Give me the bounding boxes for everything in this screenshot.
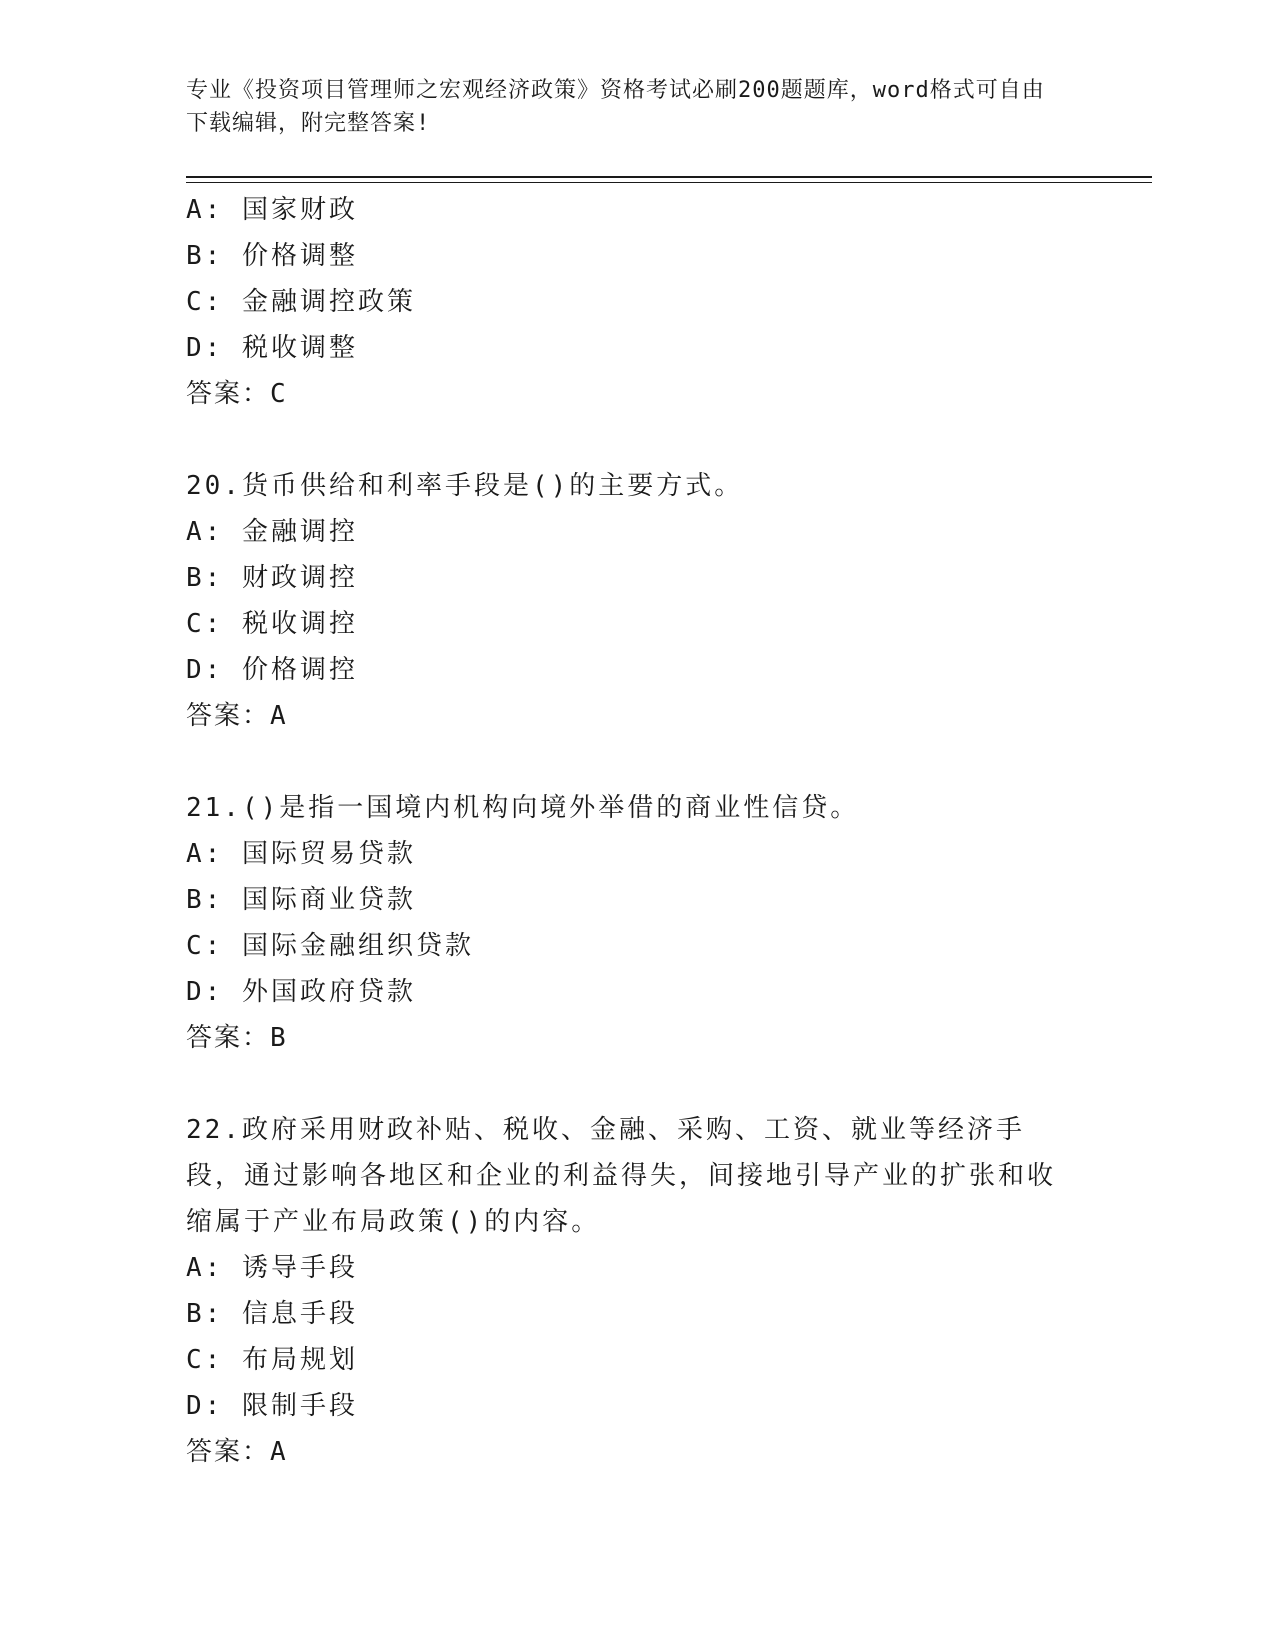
header-rule-thin (186, 182, 1152, 183)
question-block-20 (186, 463, 1066, 739)
option-a: A: 国家财政 (186, 195, 358, 225)
option-d: D: 外国政府贷款 (186, 977, 416, 1007)
option-a: A: 金融调控 (186, 517, 358, 547)
option-d: D: 价格调控 (186, 655, 358, 685)
option-b: B: 财政调控 (186, 563, 358, 593)
header-rule-thick (186, 176, 1152, 178)
option-d: D: 税收调整 (186, 333, 358, 363)
question-list (186, 187, 1066, 1475)
question-block-22 (186, 1107, 1066, 1475)
option-c: C: 布局规划 (186, 1345, 358, 1375)
option-b: B: 国际商业贷款 (186, 885, 416, 915)
document-header: 专业《投资项目管理师之宏观经济政策》资格考试必刷200题题库，word格式可自由下载编辑，附完整答案! (186, 78, 1045, 136)
answer-label: 答案：A (186, 701, 288, 731)
question-block-21 (186, 785, 1066, 1061)
option-a: A: 国际贸易贷款 (186, 839, 416, 869)
option-c: C: 税收调控 (186, 609, 358, 639)
option-c: C: 金融调控政策 (186, 287, 416, 317)
option-d: D: 限制手段 (186, 1391, 358, 1421)
option-b: B: 价格调整 (186, 241, 358, 271)
answer-label: 答案：B (186, 1023, 288, 1053)
answer-label: 答案：C (186, 379, 288, 409)
question-block-partial (186, 187, 1066, 417)
question-text: 22.政府采用财政补贴、税收、金融、采购、工资、就业等经济手段，通过影响各地区和企业的利益得失，间接地引导产业的扩张和收缩属于产业布局政策()的内容。 (186, 1115, 1057, 1237)
question-text: 20.货币供给和利率手段是()的主要方式。 (186, 471, 744, 501)
option-a: A: 诱导手段 (186, 1253, 358, 1283)
option-c: C: 国际金融组织贷款 (186, 931, 474, 961)
option-b: B: 信息手段 (186, 1299, 358, 1329)
question-text: 21.()是指一国境内机构向境外举借的商业性信贷。 (186, 793, 860, 823)
answer-label: 答案：A (186, 1437, 288, 1467)
